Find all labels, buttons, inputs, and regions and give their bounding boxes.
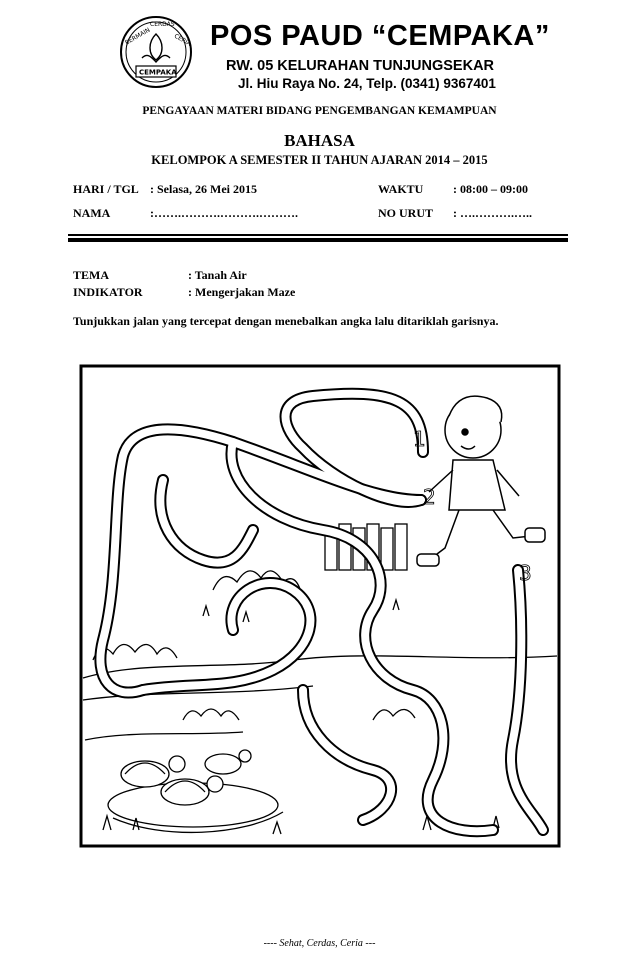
tema-label: TEMA	[73, 268, 109, 282]
document-title: PENGAYAAN MATERI BIDANG PENGEMBANGAN KEMAMPUAN	[142, 105, 497, 117]
boy-icon	[417, 396, 545, 566]
hari-value: : Selasa, 26 Mei 2015	[150, 182, 257, 196]
maze-number-3: 3	[519, 561, 532, 585]
rw-line: RW. 05 KELURAHAN TUNJUNGSEKAR	[226, 58, 495, 74]
seal-text-2: CERDAS	[150, 21, 175, 28]
waktu-value: : 08:00 – 09:00	[453, 182, 528, 196]
waktu-label: WAKTU	[378, 182, 424, 196]
maze-number-2: 2	[423, 485, 436, 509]
letterhead	[118, 12, 588, 92]
footer-motto: ---- Sehat, Cerdas, Ceria ---	[263, 938, 376, 949]
maze-drawing	[73, 360, 573, 860]
hari-label: HARI / TGL	[73, 182, 139, 196]
school-seal-icon	[118, 14, 194, 90]
seal-text-1: BERMAIN	[123, 26, 152, 47]
address-line: Jl. Hiu Raya No. 24, Telp. (0341) 9367401	[238, 76, 496, 91]
tema-value: : Tanah Air	[188, 268, 247, 282]
indikator-label: INDIKATOR	[73, 285, 143, 299]
garden-scene	[83, 524, 557, 834]
maze-number-1: 1	[413, 427, 426, 451]
instruction-text: Tunjukkan jalan yang tercepat dengan menebalkan angka lalu ditariklah garisnya.	[73, 314, 499, 328]
nourut-field[interactable]: : ….……….…..	[453, 206, 532, 220]
school-name: POS PAUD “CEMPAKA”	[210, 20, 550, 52]
indikator-value: : Mengerjakan Maze	[188, 285, 296, 299]
nama-label: NAMA	[73, 206, 111, 220]
seal-text-4: CEMPAKA	[139, 68, 177, 77]
subject-title: BAHASA	[284, 131, 355, 150]
divider-thin	[68, 234, 568, 236]
class-line: KELOMPOK A SEMESTER II TAHUN AJARAN 2014 – 2015	[151, 153, 488, 167]
nourut-label: NO URUT	[378, 206, 434, 220]
maze-illustration	[73, 360, 573, 860]
nama-field[interactable]: :…….……….……….……….	[150, 206, 298, 220]
seal-text-3: CERIA	[172, 32, 193, 48]
divider-thick	[68, 238, 568, 242]
turtle-icon	[121, 750, 251, 805]
